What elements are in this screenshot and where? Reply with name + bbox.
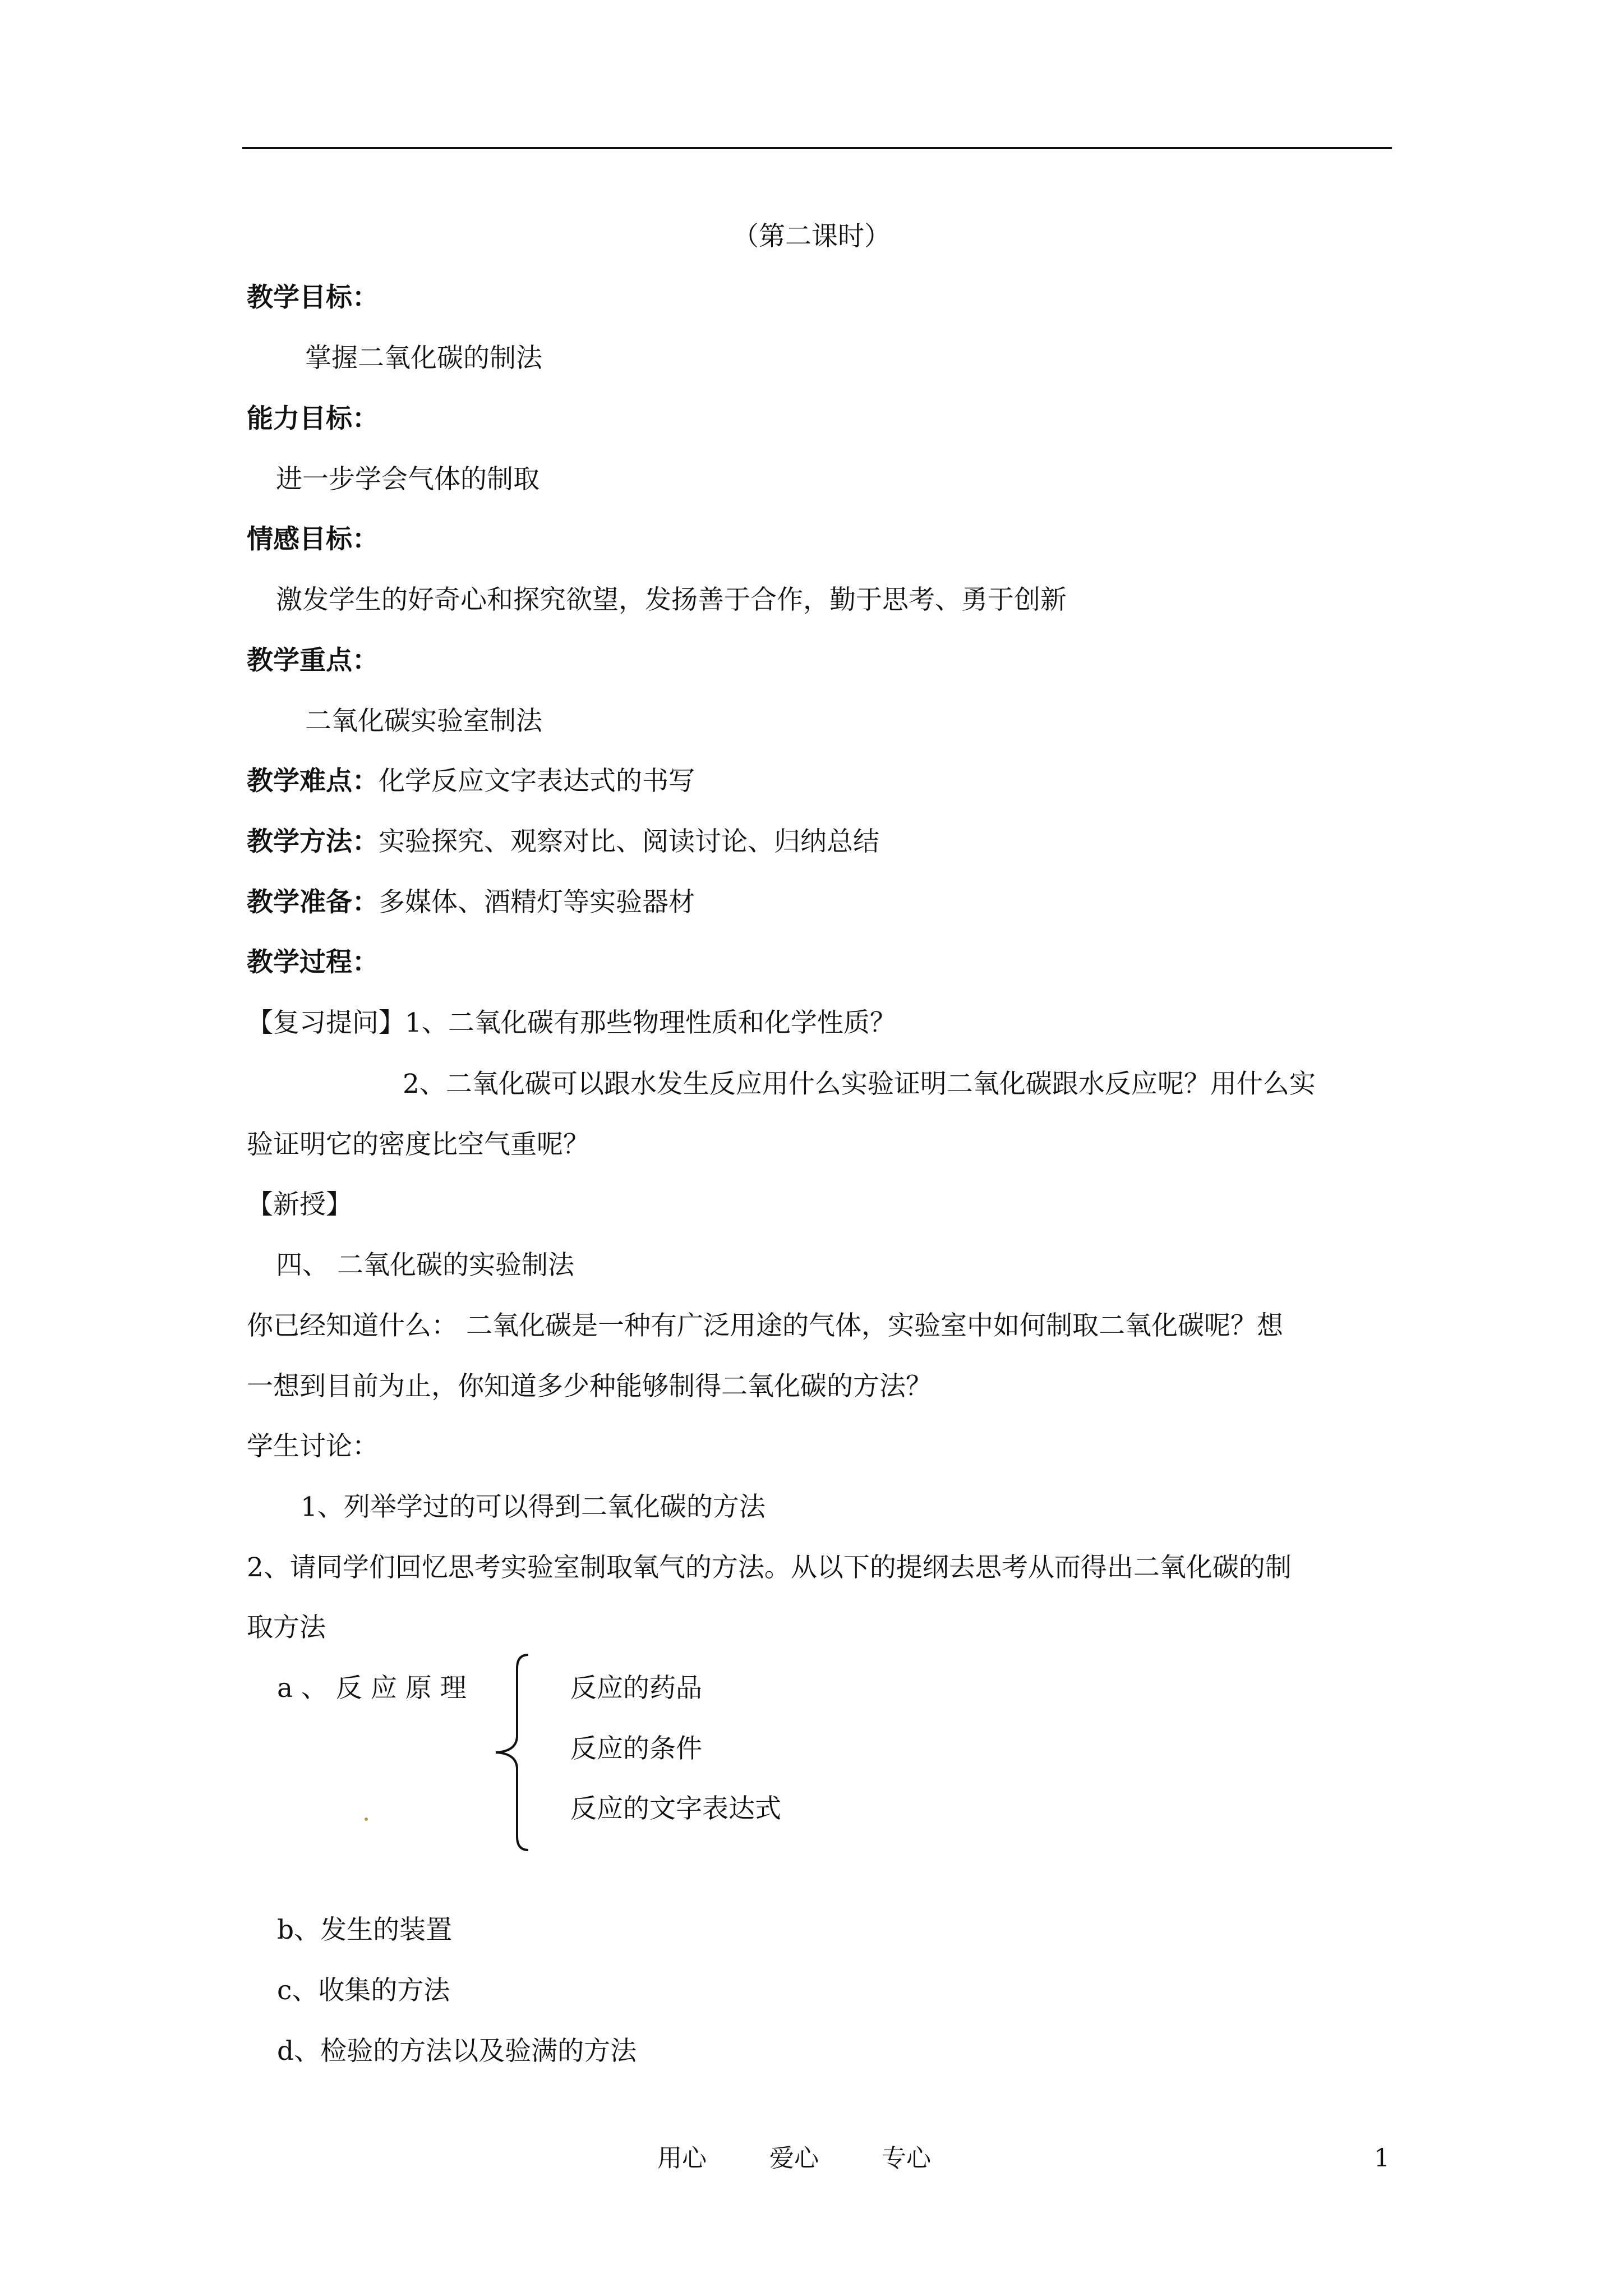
emotion-goal-text: 激发学生的好奇心和探究欲望，发扬善于合作，勤于思考、勇于创新 [276, 585, 1067, 615]
key-point-text: 二氧化碳实验室制法 [305, 706, 542, 737]
review-question-1: 1、二氧化碳有那些物理性质和化学性质？ [405, 1007, 896, 1038]
header-rule [242, 147, 1392, 149]
curly-brace-icon [489, 1651, 540, 1853]
outline-a-item-3: 反应的文字表达式 [570, 1793, 781, 1824]
outline-a-item-1: 反应的药品 [570, 1673, 702, 1704]
teaching-goal-label: 教学目标： [247, 282, 379, 313]
difficulty-label: 教学难点： [247, 766, 379, 797]
intro-line-1: 你已经知道什么： 二氧化碳是一种有广泛用途的气体，实验室中如何制取二氧化碳呢？想 [247, 1310, 1283, 1341]
difficulty-text: 化学反应文字表达式的书写 [379, 766, 695, 797]
outline-c: c、收集的方法 [277, 1975, 450, 2006]
teaching-goal-text: 掌握二氧化碳的制法 [305, 343, 542, 374]
method-row [247, 825, 879, 859]
section-title: 四、 二氧化碳的实验制法 [276, 1250, 574, 1281]
new-lesson-label: 【新授】 [247, 1189, 352, 1220]
lesson-subtitle: （第二课时） [732, 221, 891, 252]
method-text: 实验探究、观察对比、阅读讨论、归纳总结 [379, 826, 879, 857]
discussion-item-1: 1、列举学过的可以得到二氧化碳的方法 [301, 1492, 766, 1522]
footer-motto-3: 专心 [882, 2144, 931, 2173]
outline-a-label: a 、 反 应 原 理 [277, 1673, 467, 1704]
key-point-label: 教学重点： [247, 645, 379, 676]
prep-row [247, 886, 695, 919]
ability-goal-label: 能力目标： [247, 403, 379, 434]
intro-line-2: 一想到目前为止，你知道多少种能够制得二氧化碳的方法？ [247, 1371, 932, 1402]
review-label: 【复习提问】 [247, 1007, 405, 1038]
footer-motto-2: 爱心 [769, 2144, 819, 2173]
prep-text: 多媒体、酒精灯等实验器材 [379, 887, 695, 918]
outline-b: b、发生的装置 [277, 1915, 453, 1945]
emotion-goal-label: 情感目标： [247, 524, 379, 555]
prep-label: 教学准备： [247, 887, 379, 918]
ability-goal-text: 进一步学会气体的制取 [276, 464, 540, 495]
discussion-item-2-line-2: 取方法 [247, 1612, 326, 1643]
review-question-2-line-1: 2、二氧化碳可以跟水发生反应用什么实验证明二氧化碳跟水反应呢？用什么实 [403, 1069, 1316, 1099]
method-label: 教学方法： [247, 826, 379, 857]
outline-a-item-2: 反应的条件 [570, 1733, 702, 1764]
process-label: 教学过程： [247, 947, 379, 978]
outline-d: d、检验的方法以及验满的方法 [277, 2036, 637, 2067]
review-question-2-line-2: 验证明它的密度比空气重呢？ [247, 1129, 589, 1160]
difficulty-row [247, 765, 695, 798]
footer-motto-1: 用心 [657, 2144, 707, 2173]
discussion-label: 学生讨论： [247, 1431, 379, 1462]
stray-dot [365, 1818, 368, 1821]
page-number: 1 [1374, 2144, 1390, 2173]
review-row [247, 1006, 896, 1040]
discussion-item-2-line-1: 2、请同学们回忆思考实验室制取氧气的方法。从以下的提纲去思考从而得出二氧化碳的制 [247, 1552, 1292, 1583]
